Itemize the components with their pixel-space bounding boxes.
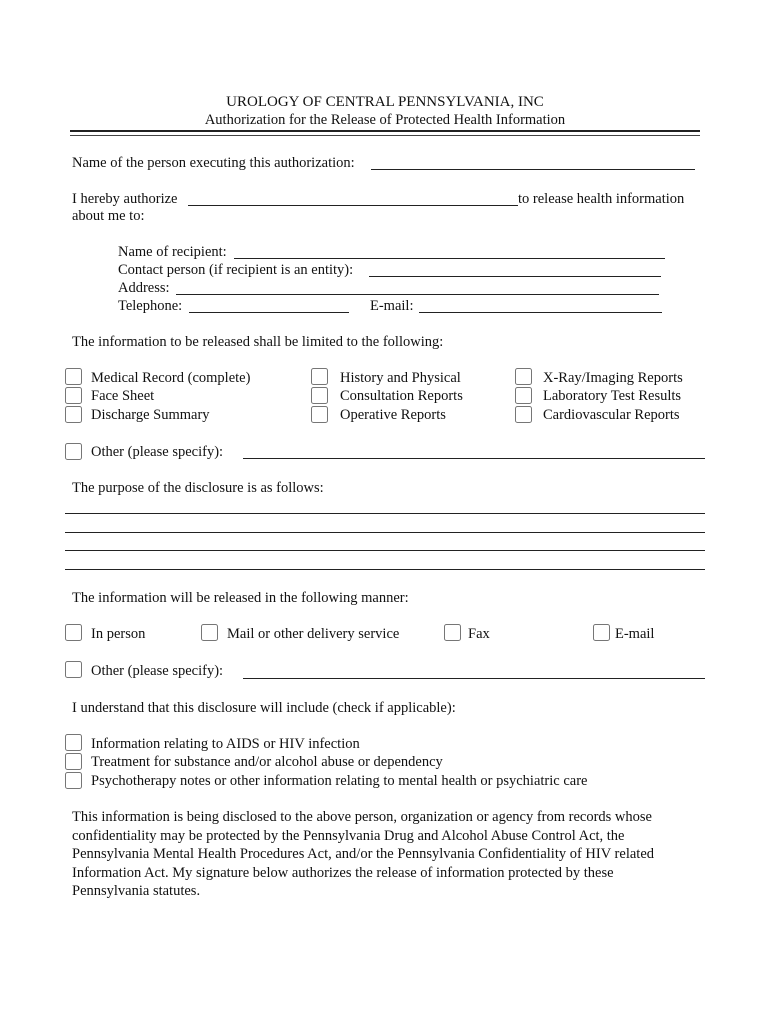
checkbox-discharge-summary[interactable] [65,406,82,423]
authorize-continuation: about me to: [72,208,145,224]
option-xray-imaging: X-Ray/Imaging Reports [543,370,683,386]
option-cardiovascular-reports: Cardiovascular Reports [543,407,680,423]
checkbox-consultation-reports[interactable] [311,387,328,404]
statement-line: This information is being disclosed to the above person, organization or agency from records whose [72,809,652,825]
recipient-name-label: Name of recipient: [118,244,227,260]
other-manner-label: Other (please specify): [91,663,224,679]
option-discharge-summary: Discharge Summary [91,407,210,423]
manner-heading: The information will be released in the following manner: [72,590,409,606]
header-rule-thick [70,130,700,132]
option-medical-record: Medical Record (complete) [91,370,251,386]
confidentiality-statement [72,808,712,901]
other-manner-field[interactable] [243,678,705,679]
contact-person-field[interactable] [369,276,661,277]
checkbox-face-sheet[interactable] [65,387,82,404]
address-label: Address: [118,280,170,296]
executor-name-field[interactable] [371,169,695,170]
company-name: UROLOGY OF CENTRAL PENNSYLVANIA, INC [226,94,544,110]
executor-label: Name of the person executing this authorization: [72,155,355,171]
checkbox-in-person[interactable] [65,624,82,641]
checkbox-laboratory-results[interactable] [515,387,532,404]
statement-line: Pennsylvania Mental Health Procedures Act, and/or the Pennsylvania Confidentiality of HIV related [72,846,655,862]
checkbox-aids-hiv[interactable] [65,734,82,751]
statement-line: Information Act. My signature below authorizes the release of information protected by these [72,864,614,881]
option-mail-delivery: Mail or other delivery service [227,626,400,642]
telephone-label: Telephone: [118,298,183,314]
purpose-line[interactable] [65,550,705,551]
other-info-label: Other (please specify): [91,444,224,460]
purpose-line[interactable] [65,532,705,533]
checkbox-history-physical[interactable] [311,368,328,385]
checkbox-other-info[interactable] [65,443,82,460]
option-fax: Fax [468,626,490,642]
info-section-heading: The information to be released shall be limited to the following: [72,334,444,350]
option-in-person: In person [91,626,146,642]
statement-line: Pennsylvania statutes. [72,883,201,899]
disclosure-substance-abuse: Treatment for substance and/or alcohol abuse or dependency [91,754,443,770]
email-label: E-mail: [370,298,414,314]
checkbox-psychotherapy[interactable] [65,772,82,789]
purpose-heading: The purpose of the disclosure is as follows: [72,480,324,496]
address-field[interactable] [176,294,659,295]
option-laboratory-results: Laboratory Test Results [543,388,682,404]
checkbox-cardiovascular-reports[interactable] [515,406,532,423]
option-face-sheet: Face Sheet [91,388,155,404]
checkbox-operative-reports[interactable] [311,406,328,423]
checkbox-other-manner[interactable] [65,661,82,678]
authorized-party-field[interactable] [188,205,518,206]
purpose-line[interactable] [65,569,705,570]
disclosure-aids-hiv: Information relating to AIDS or HIV infection [91,736,360,752]
option-consultation-reports: Consultation Reports [340,388,463,404]
checkbox-fax[interactable] [444,624,461,641]
authorize-prefix: I hereby authorize [72,191,178,207]
checkbox-xray-imaging[interactable] [515,368,532,385]
other-info-field[interactable] [243,458,705,459]
disclosure-heading: I understand that this disclosure will include (check if applicable): [72,700,456,716]
contact-person-label: Contact person (if recipient is an entity): [118,262,354,278]
telephone-field[interactable] [189,312,349,313]
header-rule-thin [70,135,700,136]
email-field[interactable] [419,312,662,313]
option-email-delivery: E-mail [615,626,655,642]
form-title: Authorization for the Release of Protected Health Information [204,112,566,128]
recipient-name-field[interactable] [234,258,665,259]
checkbox-medical-record[interactable] [65,368,82,385]
statement-line: confidentiality may be protected by the Pennsylvania Drug and Alcohol Abuse Control Act, the [72,827,625,844]
authorize-suffix: to release health information [518,191,685,207]
option-history-physical: History and Physical [340,370,461,386]
checkbox-mail-delivery[interactable] [201,624,218,641]
option-operative-reports: Operative Reports [340,407,446,423]
disclosure-psychotherapy: Psychotherapy notes or other information relating to mental health or psychiatric care [91,773,588,789]
checkbox-email-delivery[interactable] [593,624,610,641]
checkbox-substance-abuse[interactable] [65,753,82,770]
purpose-line[interactable] [65,513,705,514]
